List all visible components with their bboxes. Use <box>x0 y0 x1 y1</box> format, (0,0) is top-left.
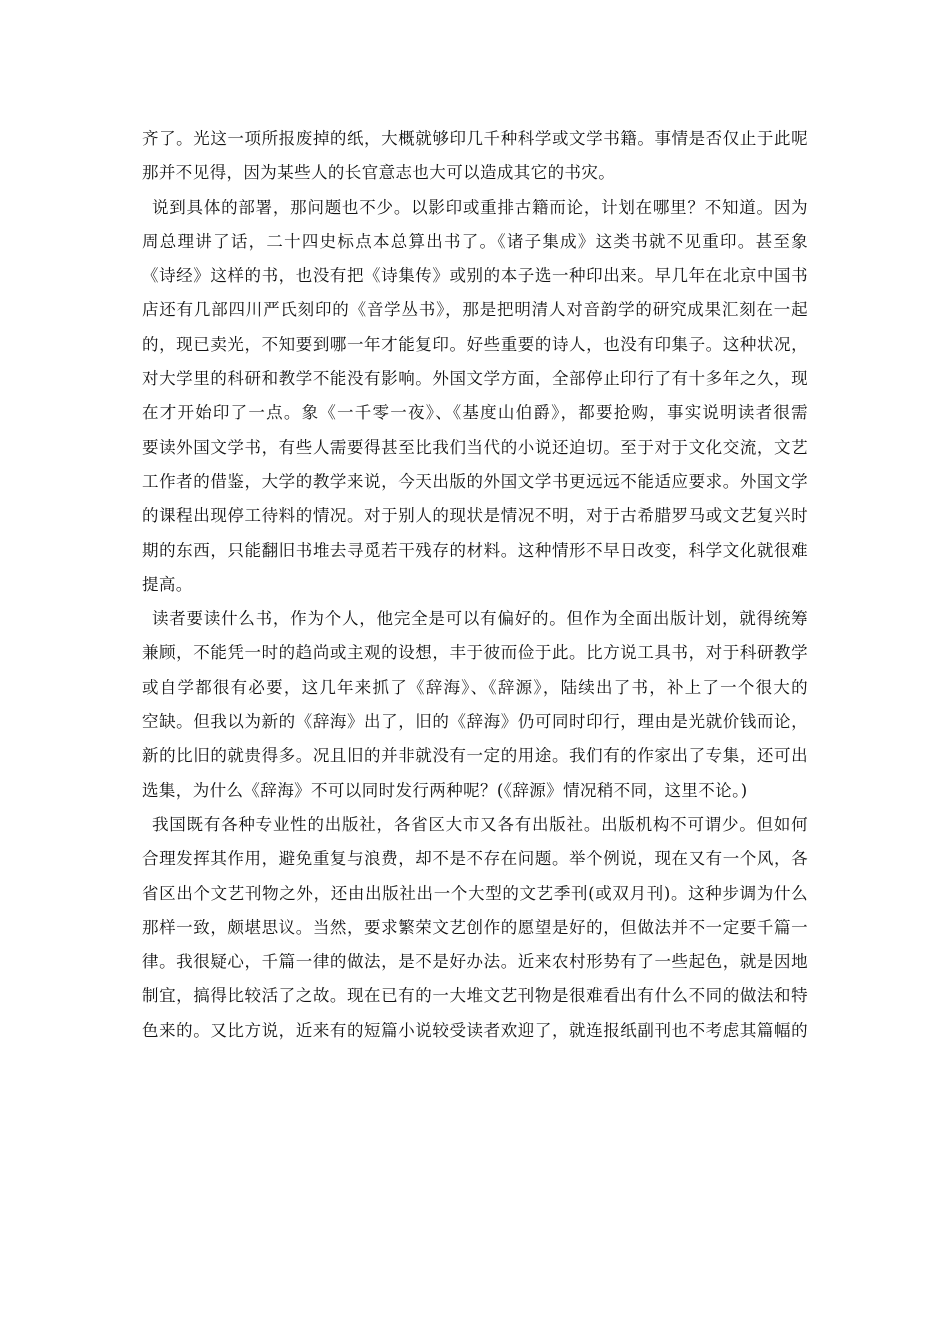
paragraph-4-line-2: 合理发挥其作用，避免重复与浪费，却不是不存在问题。举个例说，现在又有一个风，各 <box>142 849 808 869</box>
paragraph-2-line-3: 《诗经》这样的书，也没有把《诗集传》或别的本子选一种印出来。早几年在北京中国书 <box>142 266 808 286</box>
paragraph-1-line-2: 那并不见得，因为某些人的长官意志也大可以造成其它的书灾。 <box>142 163 616 183</box>
paragraph-3-line-3: 或自学都很有必要，这几年来抓了《辞海》、《辞源》，陆续出了书，补上了一个很大的 <box>142 677 808 697</box>
paragraph-3-line-5: 新的比旧的就贵得多。况且旧的并非就没有一定的用途。我们有的作家出了专集，还可出 <box>142 746 808 766</box>
paragraph-2-line-11: 期的东西，只能翻旧书堆去寻觅若干残存的材料。这种情形不早日改变，科学文化就很难 <box>142 540 808 560</box>
paragraph-3-line-2: 兼顾，不能凭一时的趋尚或主观的设想，丰于彼而俭于此。比方说工具书，对于科研教学 <box>142 643 808 663</box>
paragraph-3-line-4: 空缺。但我以为新的《辞海》出了，旧的《辞海》仍可同时印行，理由是光就价钱而论， <box>142 712 808 732</box>
paragraph-2-line-5: 的，现已卖光，不知要到哪一年才能复印。好些重要的诗人，也没有印集子。这种状况， <box>142 334 808 354</box>
paragraph-2-line-8: 要读外国文学书，有些人需要得甚至比我们当代的小说还迫切。至于对于文化交流，文艺 <box>142 437 808 457</box>
paragraph-2-line-4: 店还有几部四川严氏刻印的《音学丛书》，那是把明清人对音韵学的研究成果汇刻在一起 <box>142 300 808 320</box>
paragraph-2-line-7: 在才开始印了一点。象《一千零一夜》、《基度山伯爵》，都要抢购，事实说明读者很需 <box>142 403 808 423</box>
paragraph-4-line-3: 省区出个文艺刊物之外，还由出版社出一个大型的文艺季刊(或双月刊)。这种步调为什么 <box>142 883 808 903</box>
paragraph-2-line-9: 工作者的借鉴，大学的教学来说，今天出版的外国文学书更远远不能适应要求。外国文学 <box>142 471 808 491</box>
paragraph-4-line-6: 制宜，搞得比较活了之故。现在已有的一大堆文艺刊物是很难看出有什么不同的做法和特 <box>142 986 808 1006</box>
paragraph-2-line-10: 的课程出现停工待料的情况。对于别人的现状是情况不明，对于古希腊罗马或文艺复兴时 <box>142 506 808 526</box>
paragraph-2-line-2: 周总理讲了话，二十四史标点本总算出书了。《诸子集成》这类书就不见重印。甚至象 <box>142 231 808 251</box>
paragraph-4-line-1: 我国既有各种专业性的出版社，各省区大市又各有出版社。出版机构不可谓少。但如何 <box>152 814 808 834</box>
paragraph-2-line-6: 对大学里的科研和教学不能没有影响。外国文学方面，全部停止印行了有十多年之久，现 <box>142 369 808 389</box>
paragraph-2-line-1: 说到具体的部署，那问题也不少。以影印或重排古籍而论，计划在哪里？不知道。因为 <box>152 197 808 217</box>
paragraph-2-line-12: 提高。 <box>142 574 193 594</box>
paragraph-3-line-1: 读者要读什么书，作为个人，他完全是可以有偏好的。但作为全面出版计划，就得统筹 <box>152 609 808 629</box>
article-body <box>142 122 808 1048</box>
paragraph-1-line-1: 齐了。光这一项所报废掉的纸，大概就够印几千种科学或文学书籍。事情是否仅止于此呢 <box>142 129 808 148</box>
paragraph-3-line-6: 选集，为什么《辞海》不可以同时发行两种呢？(《辞源》情况稍不同，这里不论。) <box>142 780 748 800</box>
paragraph-4-line-7: 色来的。又比方说，近来有的短篇小说较受读者欢迎了，就连报纸副刊也不考虑其篇幅的 <box>142 1020 808 1040</box>
paragraph-4-line-4: 那样一致，颇堪思议。当然，要求繁荣文艺创作的愿望是好的，但做法并不一定要千篇一 <box>142 917 808 937</box>
paragraph-4-line-5: 律。我很疑心，千篇一律的做法，是不是好办法。近来农村形势有了一些起色，就是因地 <box>142 952 808 972</box>
